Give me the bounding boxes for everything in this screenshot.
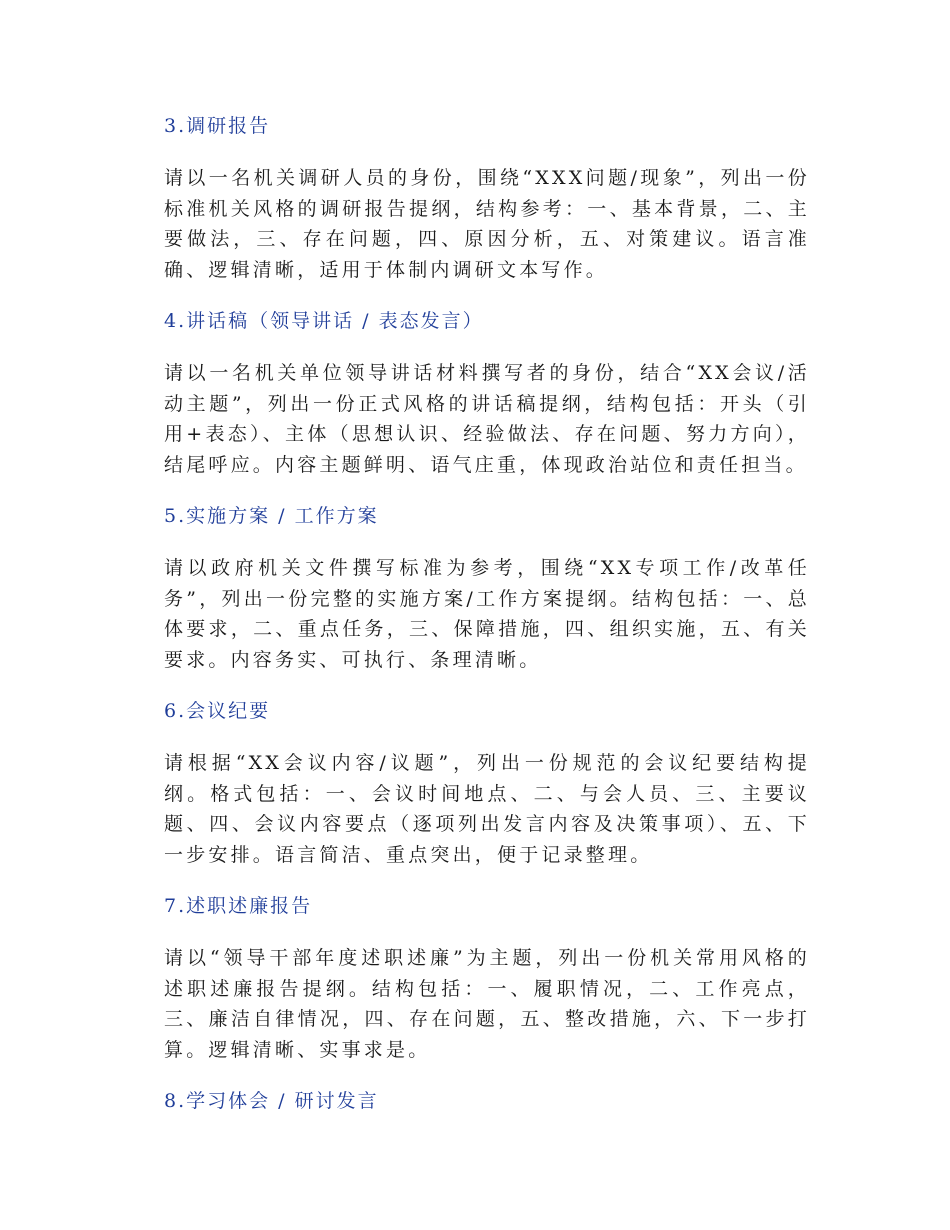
section-implementation-plan: [164, 502, 810, 675]
section-body: 请以一名机关调研人员的身份，围绕“XXX问题/现象”，列出一份标准机关风格的调研报告提纲，结构参考：一、基本背景，二、主要做法，三、存在问题，四、原因分析，五、对策建议。语言准确、逻辑清晰，适用于体制内调研文本写作。: [164, 167, 810, 281]
section-research-report: [164, 112, 810, 285]
section-speech-draft: [164, 307, 810, 480]
section-body: 请以政府机关文件撰写标准为参考，围绕“XX专项工作/改革任务”，列出一份完整的实施方案/工作方案提纲。结构包括：一、总体要求，二、重点任务，三、保障措施，四、组织实施，五、有关要求。内容务实、可执行、条理清晰。: [164, 557, 810, 671]
section-heading: 4.讲话稿（领导讲话 / 表态发言）: [164, 310, 484, 332]
section-meeting-minutes: [164, 697, 810, 870]
section-heading: 3.调研报告: [164, 115, 271, 137]
section-body: 请根据“XX会议内容/议题”，列出一份规范的会议纪要结构提纲。格式包括：一、会议时间地点、二、与会人员、三、主要议题、四、会议内容要点（逐项列出发言内容及决策事项）、五、下一步安排。语言简洁、重点突出，便于记录整理。: [164, 752, 810, 866]
section-heading: 6.会议纪要: [164, 700, 271, 722]
section-duty-report: [164, 892, 810, 1065]
section-heading: 7.述职述廉报告: [164, 895, 313, 917]
section-heading: 8.学习体会 / 研讨发言: [164, 1090, 379, 1112]
section-body: 请以一名机关单位领导讲话材料撰写者的身份，结合“XX会议/活动主题”，列出一份正式风格的讲话稿提纲，结构包括：开头（引用+表态）、主体（思想认识、经验做法、存在问题、努力方向），结尾呼应。内容主题鲜明、语气庄重，体现政治站位和责任担当。: [164, 362, 810, 476]
section-study-reflection: [164, 1087, 810, 1115]
section-heading: 5.实施方案 / 工作方案: [164, 505, 379, 527]
section-body: 请以“领导干部年度述职述廉”为主题，列出一份机关常用风格的述职述廉报告提纲。结构包括：一、履职情况，二、工作亮点，三、廉洁自律情况，四、存在问题，五、整改措施，六、下一步打算。逻辑清晰、实事求是。: [164, 947, 810, 1061]
